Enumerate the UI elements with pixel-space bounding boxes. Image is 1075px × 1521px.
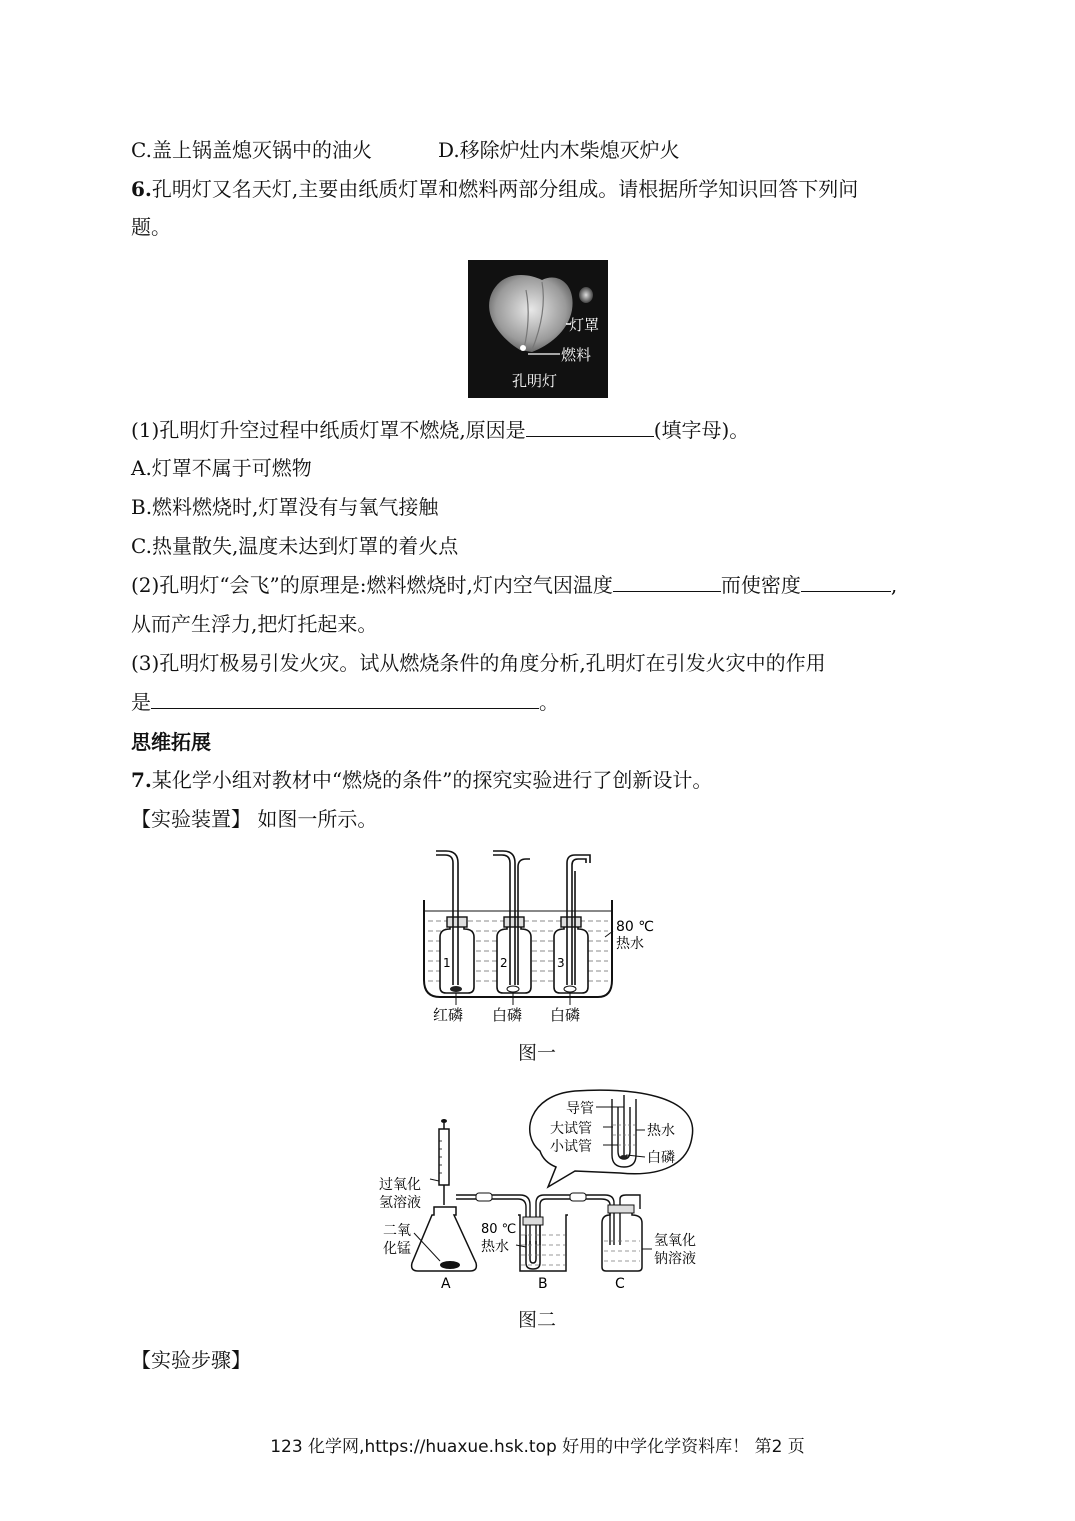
- inset-label-white-p: 白磷: [647, 1150, 675, 1166]
- q6-number: 6.: [131, 177, 152, 201]
- label-shade: 灯罩: [569, 316, 600, 334]
- q6-part2-blank-density[interactable]: [801, 571, 891, 592]
- figure-2-caption: 图二: [518, 1309, 557, 1331]
- fig2-label-peroxide-2: 氢溶液: [379, 1195, 421, 1211]
- bottle-1-number: 1: [443, 956, 451, 970]
- q6-option-b: B.燃料燃烧时,灯罩没有与氧气接触: [131, 495, 439, 519]
- q6-part3-answer-blank[interactable]: [151, 688, 539, 709]
- inset-label-small-tube: 小试管: [550, 1139, 592, 1155]
- q7-apparatus: [131, 805, 377, 833]
- apparatus-text: 如图一所示。: [257, 807, 378, 831]
- q6-part2-line2: 从而产生浮力,把灯托起来。: [131, 612, 378, 636]
- inset-label-tube: 导管: [566, 1101, 594, 1117]
- fig1-water-label: 热水: [616, 936, 644, 952]
- fig1-label-white-p-1: 白磷: [492, 1006, 523, 1024]
- inset-label-big-tube: 大试管: [550, 1121, 592, 1137]
- q6-part2-blank-temperature[interactable]: [613, 571, 721, 592]
- fig2-label-mno2-1: 二氧: [383, 1223, 411, 1239]
- bottle-3-number: 3: [557, 956, 565, 970]
- q7-number: 7.: [131, 768, 152, 792]
- q5-option-d: D.移除炉灶内木柴熄灭炉火: [438, 138, 680, 162]
- q6-part2-suffix: ,: [890, 573, 898, 597]
- q5-option-c: C.盖上锅盖熄灭锅中的油火: [131, 138, 372, 162]
- fig1-label-red-p: 红磷: [433, 1006, 464, 1024]
- q6-stem-line1: [131, 175, 858, 203]
- figure-2-apparatus: [370, 1085, 710, 1295]
- figure-1-caption: 图一: [518, 1042, 557, 1064]
- inset-label-hot-water: 热水: [647, 1123, 675, 1139]
- fig2-label-mno2-2: 化锰: [383, 1241, 411, 1257]
- q6-part3-suffix: 。: [539, 690, 559, 714]
- q6-option-a: A.灯罩不属于可燃物: [131, 456, 312, 480]
- distant-lantern-shape: [579, 287, 593, 303]
- q7-stem-text: 某化学小组对教材中“燃烧的条件”的探究实验进行了创新设计。: [151, 768, 713, 792]
- kongming-lantern-photo: [468, 260, 608, 398]
- q6-part1-text: (1)孔明灯升空过程中纸质灯罩不燃烧,原因是: [131, 418, 526, 442]
- lantern-caption: 孔明灯: [512, 372, 558, 390]
- lantern-shade-shape: [489, 275, 572, 352]
- lantern-fuel-shape: [520, 345, 526, 351]
- fig2-letter-a: A: [441, 1276, 451, 1292]
- fig2-letter-c: C: [615, 1276, 625, 1292]
- fig2-label-temp: 80 ℃: [481, 1222, 517, 1237]
- fig2-letter-b: B: [538, 1276, 548, 1292]
- q6-option-c: C.热量散失,温度未达到灯罩的着火点: [131, 534, 459, 558]
- lantern-illustration: [468, 260, 608, 398]
- q6-part2-mid: 而使密度: [720, 573, 801, 597]
- figure-2-diagram: [370, 1085, 710, 1295]
- mno2-shape: [440, 1261, 460, 1269]
- q6-part2: [131, 571, 897, 599]
- q6-part3-prefix: 是: [131, 690, 151, 714]
- red-phosphorus-shape: [450, 986, 462, 992]
- q6-part3-line1: (3)孔明灯极易引发火灾。试从燃烧条件的角度分析,孔明灯在引发火灾中的作用: [131, 651, 826, 675]
- figure-1-apparatus: [400, 845, 670, 1030]
- fig2-label-water: 热水: [481, 1239, 509, 1255]
- section-title: 思维拓展: [131, 730, 211, 754]
- fig1-label-white-p-2: 白磷: [550, 1006, 581, 1024]
- q6-part1: [131, 416, 749, 444]
- q6-part3-line2: [131, 688, 559, 716]
- q6-part1-answer-blank[interactable]: [526, 416, 654, 437]
- label-fuel: 燃料: [561, 346, 592, 364]
- bottle-2-number: 2: [500, 956, 508, 970]
- steps-heading: 【实验步骤】: [131, 1348, 251, 1372]
- q6-part2-text: (2)孔明灯“会飞”的原理是:燃料燃烧时,灯内空气因温度: [131, 573, 613, 597]
- apparatus-heading: 【实验装置】: [131, 807, 251, 831]
- q7-stem: [131, 766, 712, 794]
- figure-1-diagram: [400, 845, 670, 1030]
- page-footer: 123 化学网,https://huaxue.hsk.top 好用的中学化学资料库！ 第2 页: [270, 1437, 805, 1457]
- fig2-label-peroxide-1: 过氧化: [379, 1177, 421, 1193]
- fig1-temp-label: 80 ℃: [616, 919, 654, 935]
- fig2-label-naoh-1: 氢氧化: [654, 1233, 696, 1249]
- fig2-label-naoh-2: 钠溶液: [654, 1251, 696, 1267]
- white-phosphorus-shape-3: [564, 986, 576, 992]
- white-phosphorus-shape-2: [507, 986, 519, 992]
- q6-part1-suffix: (填字母)。: [653, 418, 750, 442]
- q6-stem-text: 孔明灯又名天灯,主要由纸质灯罩和燃料两部分组成。请根据所学知识回答下列问: [151, 177, 859, 201]
- q6-stem-line2: 题。: [131, 215, 171, 239]
